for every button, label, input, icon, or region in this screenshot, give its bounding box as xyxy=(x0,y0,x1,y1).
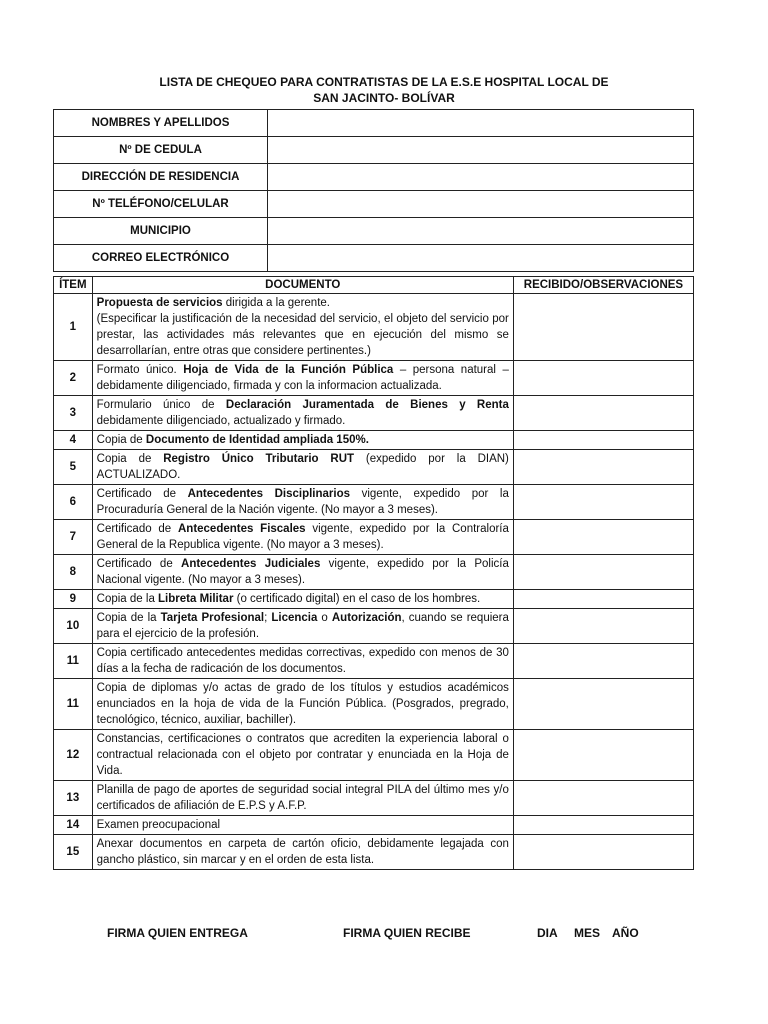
document-description xyxy=(92,485,513,520)
date-year-label: AÑO xyxy=(612,926,639,940)
contractor-info-table xyxy=(53,109,694,272)
document-description xyxy=(92,294,513,361)
info-row xyxy=(54,137,694,164)
checklist-row xyxy=(54,730,694,781)
checklist-row xyxy=(54,679,694,730)
document-description xyxy=(92,730,513,781)
document-text: Copia certificado antecedentes medidas correctivas, expedido con menos de 30 días a la fecha de radicación de los documentos. xyxy=(96,647,509,675)
checklist-row xyxy=(54,294,694,361)
document-description xyxy=(92,361,513,396)
checklist-header-row xyxy=(54,277,694,294)
info-field-value[interactable] xyxy=(268,164,694,191)
checklist-row xyxy=(54,644,694,679)
checklist-row xyxy=(54,450,694,485)
document-name-bold: Licencia xyxy=(271,612,318,624)
received-observation-cell[interactable] xyxy=(513,816,693,835)
item-number: 4 xyxy=(54,431,93,450)
item-number: 11 xyxy=(54,679,93,730)
document-text: Copia de la xyxy=(96,593,159,605)
document-text: Formato único. xyxy=(96,364,184,376)
info-row xyxy=(54,218,694,245)
checklist-row xyxy=(54,431,694,450)
checklist-row xyxy=(54,609,694,644)
document-text: dirigida a la gerente. xyxy=(222,297,330,309)
item-number: 13 xyxy=(54,781,93,816)
document-text: Formulario único de xyxy=(96,399,226,411)
document-description xyxy=(92,431,513,450)
document-name-bold: Hoja de Vida de la Función Pública xyxy=(183,364,394,376)
document-description xyxy=(92,679,513,730)
checklist-row xyxy=(54,520,694,555)
received-observation-cell[interactable] xyxy=(513,294,693,361)
info-field-label: CORREO ELECTRÓNICO xyxy=(54,245,268,272)
document-text: ; xyxy=(264,612,272,624)
received-observation-cell[interactable] xyxy=(513,679,693,730)
document-name-bold: Tarjeta Profesional xyxy=(160,612,265,624)
document-description xyxy=(92,644,513,679)
document-text: – persona natural – debidamente diligenciado, firmada y con la informacion actualizada. xyxy=(96,364,509,392)
document-text: vigente, expedido por la Contraloría General de la Republica vigente. (No mayor a 3 meses). xyxy=(96,523,509,551)
received-observation-cell[interactable] xyxy=(513,450,693,485)
document-description xyxy=(92,590,513,609)
received-observation-cell[interactable] xyxy=(513,396,693,431)
date-day-label: DIA xyxy=(537,926,558,940)
document-name-bold: Autorización xyxy=(331,612,402,624)
document-name-bold: Antecedentes Disciplinarios xyxy=(187,488,351,500)
document-text: Copia de diplomas y/o actas de grado de los títulos y estudios académicos enunciados en la hoja de vida de la Función Pública. (Posgrados, pregrado, tecnológico, técnico, auxiliar, bachiller). xyxy=(96,682,509,726)
checklist-row xyxy=(54,485,694,520)
document-name-bold: Propuesta de servicios xyxy=(96,297,223,309)
header-received: RECIBIDO/OBSERVACIONES xyxy=(513,277,693,294)
checklist-row xyxy=(54,835,694,870)
document-text: debidamente diligenciado, actualizado y firmado. xyxy=(96,415,346,427)
item-number: 6 xyxy=(54,485,93,520)
received-observation-cell[interactable] xyxy=(513,644,693,679)
document-description xyxy=(92,781,513,816)
item-number: 8 xyxy=(54,555,93,590)
document-name-bold: Documento de Identidad ampliada 150%. xyxy=(145,434,369,446)
item-number: 9 xyxy=(54,590,93,609)
document-text: (expedido por la DIAN) ACTUALIZADO. xyxy=(96,453,509,481)
item-number: 12 xyxy=(54,730,93,781)
received-observation-cell[interactable] xyxy=(513,835,693,870)
checklist-row xyxy=(54,361,694,396)
document-text: o xyxy=(317,612,332,624)
document-description xyxy=(92,450,513,485)
checklist-row xyxy=(54,396,694,431)
title-line-2: SAN JACINTO- BOLÍVAR xyxy=(313,91,455,105)
info-field-label: MUNICIPIO xyxy=(54,218,268,245)
received-observation-cell[interactable] xyxy=(513,555,693,590)
document-text: Examen preocupacional xyxy=(96,819,221,831)
item-number: 3 xyxy=(54,396,93,431)
document-description xyxy=(92,396,513,431)
title-line-1: LISTA DE CHEQUEO PARA CONTRATISTAS DE LA E.S.E HOSPITAL LOCAL DE xyxy=(159,75,609,89)
received-observation-cell[interactable] xyxy=(513,361,693,396)
info-field-value[interactable] xyxy=(268,137,694,164)
document-text: (o certificado digital) en el caso de los hombres. xyxy=(233,593,481,605)
document-text: Planilla de pago de aportes de seguridad social integral PILA del último mes y/o certificados de afiliación de E.P.S y A.F.P. xyxy=(96,784,509,812)
info-field-label: NOMBRES Y APELLIDOS xyxy=(54,110,268,137)
item-number: 7 xyxy=(54,520,93,555)
checklist-row xyxy=(54,590,694,609)
document-text: Certificado de xyxy=(96,523,178,535)
info-field-value[interactable] xyxy=(268,110,694,137)
info-field-label: Nº DE CEDULA xyxy=(54,137,268,164)
document-text: Certificado de xyxy=(96,558,182,570)
document-text: Copia de xyxy=(96,434,146,446)
info-field-value[interactable] xyxy=(268,245,694,272)
document-name-bold: Declaración Juramentada de Bienes y Renta xyxy=(225,399,509,411)
document-title xyxy=(0,74,768,106)
document-text: Certificado de xyxy=(96,488,188,500)
item-number: 1 xyxy=(54,294,93,361)
received-observation-cell[interactable] xyxy=(513,590,693,609)
info-row xyxy=(54,164,694,191)
document-name-bold: Antecedentes Fiscales xyxy=(177,523,306,535)
document-description xyxy=(92,816,513,835)
document-text: Constancias, certificaciones o contratos que acrediten la experiencia laboral o contractual relacionada con el objeto por contratar y enunciada en la Hoja de Vida. xyxy=(96,733,509,777)
info-row xyxy=(54,110,694,137)
received-observation-cell[interactable] xyxy=(513,730,693,781)
item-number: 14 xyxy=(54,816,93,835)
checklist-row xyxy=(54,816,694,835)
received-observation-cell[interactable] xyxy=(513,520,693,555)
document-text: , cuando se requiera para el ejercicio de la profesión. xyxy=(96,612,509,640)
received-observation-cell[interactable] xyxy=(513,781,693,816)
info-field-label: Nº TELÉFONO/CELULAR xyxy=(54,191,268,218)
signature-delivers-label: FIRMA QUIEN ENTREGA xyxy=(107,926,248,940)
received-observation-cell[interactable] xyxy=(513,609,693,644)
info-field-value[interactable] xyxy=(268,191,694,218)
document-description xyxy=(92,520,513,555)
item-number: 10 xyxy=(54,609,93,644)
document-text: vigente, expedido por la Policía Nacional vigente. (No mayor a 3 meses). xyxy=(96,558,509,586)
received-observation-cell[interactable] xyxy=(513,485,693,520)
info-field-value[interactable] xyxy=(268,218,694,245)
received-observation-cell[interactable] xyxy=(513,431,693,450)
info-field-label: DIRECCIÓN DE RESIDENCIA xyxy=(54,164,268,191)
signature-receives-label: FIRMA QUIEN RECIBE xyxy=(343,926,471,940)
document-description xyxy=(92,609,513,644)
item-number: 11 xyxy=(54,644,93,679)
document-text: Anexar documentos en carpeta de cartón oficio, debidamente legajada con gancho plástico, sin marcar y en el orden de esta lista. xyxy=(96,838,509,866)
header-document: DOCUMENTO xyxy=(92,277,513,294)
document-text: Copia de xyxy=(96,453,164,465)
item-number: 15 xyxy=(54,835,93,870)
document-name-bold: Registro Único Tributario RUT xyxy=(163,453,355,465)
info-row xyxy=(54,191,694,218)
document-description xyxy=(92,835,513,870)
checklist-table xyxy=(53,276,694,870)
item-number: 2 xyxy=(54,361,93,396)
document-text: Copia de la xyxy=(96,612,161,624)
document-name-bold: Antecedentes Judiciales xyxy=(181,558,321,570)
checklist-row xyxy=(54,781,694,816)
document-text: vigente, expedido por la Procuraduría General de la Nación vigente. (No mayor a 3 meses). xyxy=(96,488,509,516)
item-number: 5 xyxy=(54,450,93,485)
header-item: ÍTEM xyxy=(54,277,93,294)
document-description xyxy=(92,555,513,590)
document-text: (Especificar la justificación de la necesidad del servicio, el objeto del servicio por prestar, las actividades más relevantes que en ejecución del mismo se desarrollarían, entre otras que considere pertinentes.) xyxy=(96,313,509,357)
date-month-label: MES xyxy=(574,926,601,940)
info-row xyxy=(54,245,694,272)
checklist-row xyxy=(54,555,694,590)
document-name-bold: Libreta Militar xyxy=(158,593,234,605)
